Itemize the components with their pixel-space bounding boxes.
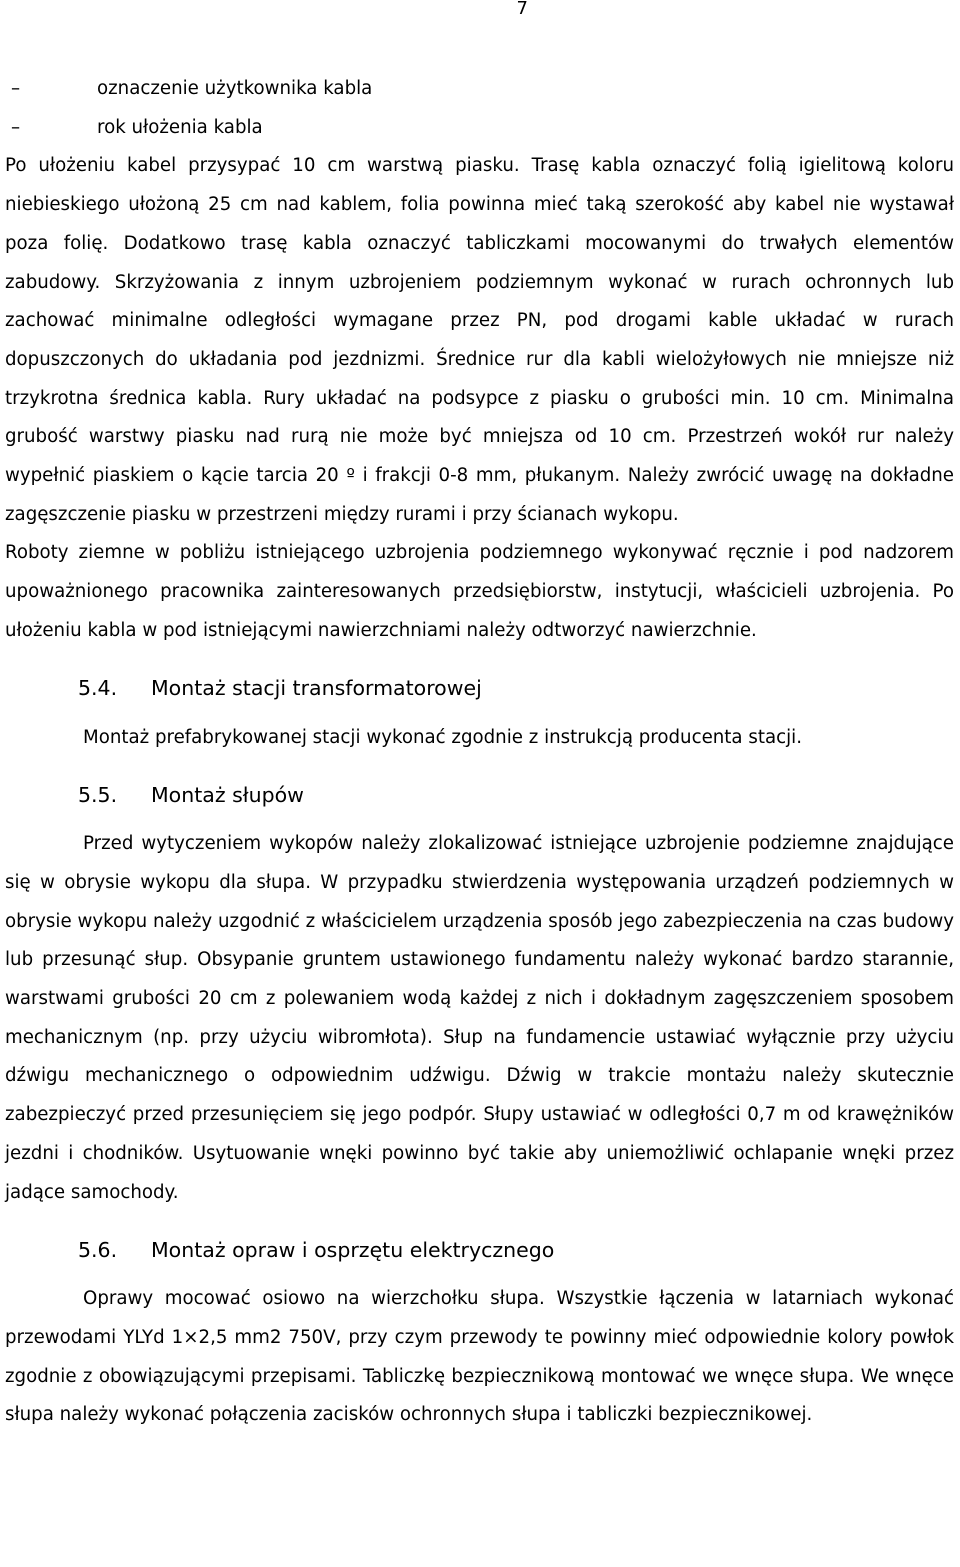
bullet-text: rok ułożenia kabla	[97, 116, 263, 138]
bullet-dash: –	[11, 116, 21, 138]
document-body	[5, 70, 954, 1435]
paragraph-cable-laying: Po ułożeniu kabel przysypać 10 cm warstwą piasku. Trasę kabla oznaczyć folią igielitową koloru niebieskiego ułożoną 25 cm nad kablem, folia powinna mieć taką szerokość aby kabel nie wystawał poza folię. Dodatkowo trasę kabla oznaczyć tabliczkami mocowanymi do trwałych elementów zabudowy. Skrzyżowania z innym uzbrojeniem podziemnym wykonać w rurach ochronnych lub zachować minimalne odległości wymagane przez PN, pod drogami kable układać w rurach dopuszczonych do układania pod jezdnizmi. Średnice rur dla kabli wielożyłowych nie mniejsze niż trzykrotna średnica kabla. Rury układać na podsypce z piasku o grubości min. 10 cm. Minimalna grubość warstwy piasku nad rurą nie może być mniejsza od 10 cm. Przestrzeń wokół rur należy wypełnić piaskiem o kącie tarcia 20 º i frakcji 0-8 mm, płukanym. Należy zwrócić uwagę na dokładne zagęszczenie piasku w przestrzeni między rurami i przy ścianach wykopu.	[5, 155, 954, 525]
section-heading-5-4	[5, 667, 954, 711]
section-text-5-5: Przed wytyczeniem wykopów należy zlokalizować istniejące uzbrojenie podziemne znajdujące się w obrysie wykopu dla słupa. W przypadku stwierdzenia występowania urządzeń podziemnych w obrysie wykopu należy uzgodnić z właścicielem urządzenia sposób jego zabezpieczenia na czas budowy lub przesunąć słup. Obsypanie gruntem ustawionego fundamentu należy wykonać bardzo starannie, warstwami grubości 20 cm z polewaniem wodą każdej z nich i dokładnym zagęszczeniem sposobem mechanicznym (np. przy użyciu wibromłota). Słup na fundamencie ustawiać wyłącznie przy użyciu dźwigu mechanicznego o odpowiednim udźwigu. Dźwig w trakcie montażu należy skutecznie zabezpieczyć przed przesunięciem się jego podpór. Słupy ustawiać w odległości 0,7 m od krawężników jezdni i chodników. Usytuowanie wnęki powinno być takie aby uniemożliwić ochlapanie wnęki przez jadące samochody.	[5, 833, 954, 1203]
section-number: 5.4.	[78, 676, 118, 701]
section-title: Montaż opraw i osprzętu elektrycznego	[151, 1237, 555, 1262]
section-heading-5-6	[5, 1228, 954, 1272]
section-title: Montaż stacji transformatorowej	[151, 676, 482, 701]
section-text-5-4: Montaż prefabrykowanej stacji wykonać zgodnie z instrukcją producenta stacji.	[83, 726, 802, 748]
section-heading-5-5	[5, 773, 954, 817]
bullet-text: oznaczenie użytkownika kabla	[97, 78, 373, 99]
section-number: 5.6.	[78, 1237, 118, 1262]
bullet-item	[5, 70, 954, 109]
section-title: Montaż słupów	[151, 782, 304, 807]
bullet-dash: –	[11, 78, 21, 99]
section-number: 5.5.	[78, 782, 118, 807]
paragraph-earthworks: Roboty ziemne w pobliżu istniejącego uzbrojenia podziemnego wykonywać ręcznie i pod nadzorem upoważnionego pracownika zainteresowanych przedsiębiorstw, instytucji, właścicieli uzbrojenia. Po ułożeniu kabla w pod istniejącymi nawierzchniami należy odtworzyć nawierzchnie.	[5, 542, 954, 641]
bullet-item	[5, 109, 954, 148]
page-number: 7	[516, 0, 528, 19]
section-text-5-6: Oprawy mocować osiowo na wierzchołku słupa. Wszystkie łączenia w latarniach wykonać przewodami YLYd 1×2,5 mm2 750V, przy czym przewody te powinny mieć odpowiednie kolory powłok zgodnie z obowiązującymi przepisami. Tabliczkę bezpiecznikową montować we wnęce słupa. We wnęce słupa należy wykonać połączenia zacisków ochronnych słupa i tabliczki bezpiecznikowej.	[5, 1288, 954, 1426]
